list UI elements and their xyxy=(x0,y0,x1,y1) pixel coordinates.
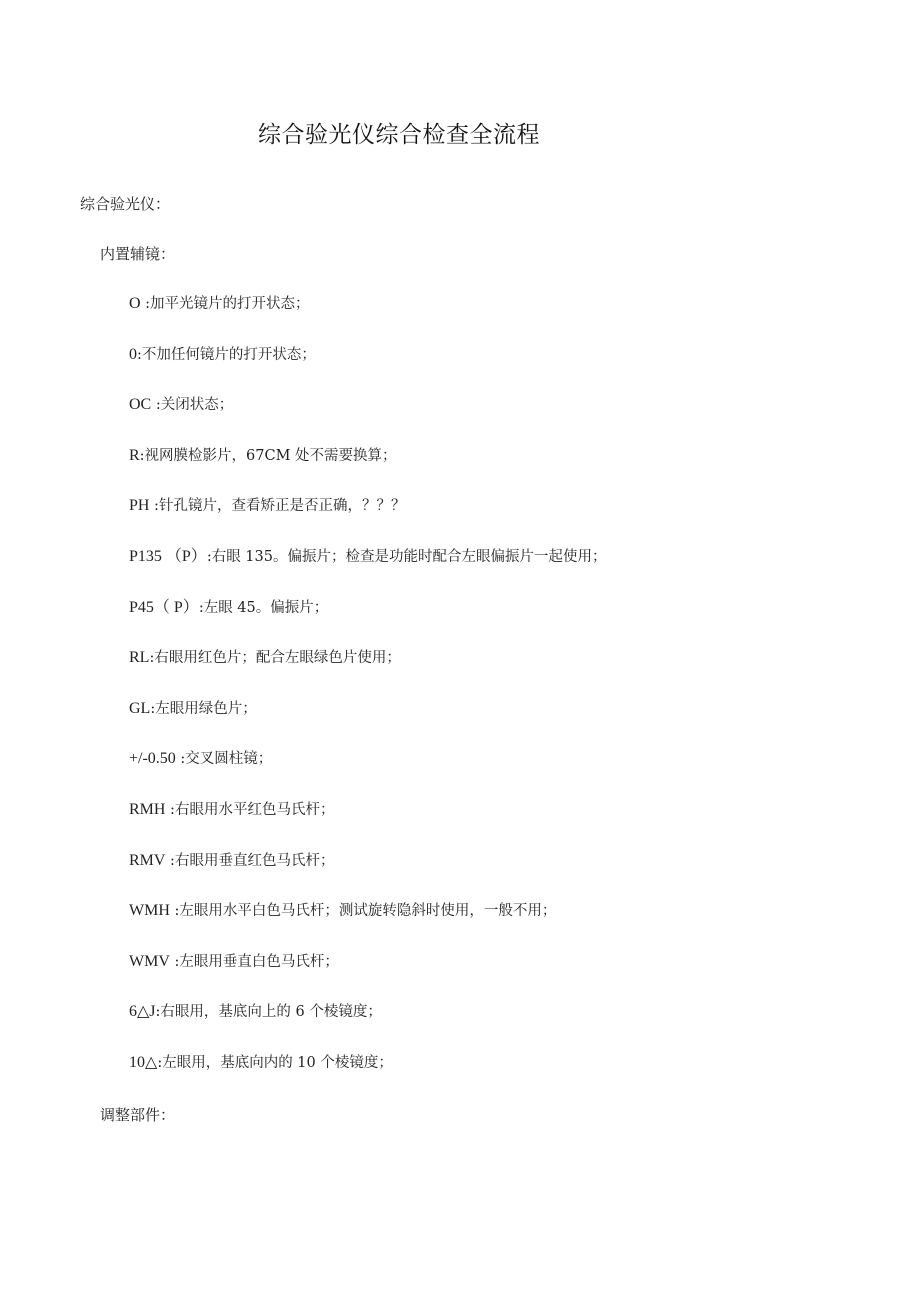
lens-code: RMH xyxy=(129,800,166,818)
lens-description: :左眼用绿色片； xyxy=(150,700,257,717)
lens-code: WMV xyxy=(129,952,170,970)
lens-description: :右眼 135。偏振片；检查是功能时配合左眼偏振片一起使用； xyxy=(206,548,607,565)
list-item xyxy=(129,445,606,496)
lens-code: PH xyxy=(129,497,150,515)
lens-code: 6△J xyxy=(129,1003,156,1021)
lens-code: P135 （P） xyxy=(129,547,207,565)
list-item xyxy=(129,344,606,395)
lens-description: :左眼用水平白色马氏杆；测试旋转隐斜时使用，一般不用； xyxy=(169,903,557,920)
section-heading-builtin-lenses: 内置辅镜： xyxy=(100,245,176,263)
document-title: 综合验光仪综合检查全流程 xyxy=(258,122,540,148)
lens-description: :视网膜检影片，67CM 处不需要换算； xyxy=(139,447,397,464)
lens-description: :右眼用，基底向上的 6 个棱镜度； xyxy=(155,1004,382,1021)
list-item xyxy=(129,1001,606,1052)
lens-code: GL xyxy=(129,699,151,717)
list-item xyxy=(129,951,606,1002)
section-heading-adjustment-parts: 调整部件： xyxy=(100,1106,176,1124)
list-item xyxy=(129,1052,606,1103)
lens-description: :右眼用红色片；配合左眼绿色片使用； xyxy=(149,650,401,667)
lens-description: :针孔镜片，查看矫正是否正确，？？？ xyxy=(149,498,406,515)
lens-code: OC xyxy=(129,396,152,414)
lens-code: RL xyxy=(129,649,150,667)
list-item xyxy=(129,495,606,546)
lens-list xyxy=(129,293,606,1103)
list-item xyxy=(129,799,606,850)
lens-description: :关闭状态； xyxy=(151,397,234,414)
list-item xyxy=(129,394,606,445)
lens-code: 10△ xyxy=(129,1053,158,1071)
lens-code: P45（ P） xyxy=(129,598,199,616)
lens-description: :交叉圆柱镜； xyxy=(175,751,273,768)
lens-description: :右眼用水平红色马氏杆； xyxy=(165,801,335,818)
lens-code: WMH xyxy=(129,902,170,920)
list-item xyxy=(129,748,606,799)
lens-description: :左眼用，基底向内的 10 个棱镜度； xyxy=(157,1054,393,1071)
lens-code: O xyxy=(129,295,141,312)
section-heading-main: 综合验光仪： xyxy=(80,195,171,213)
lens-code: +/-0.50 xyxy=(129,750,176,768)
lens-description: :不加任何镜片的打开状态； xyxy=(137,346,316,363)
lens-description: :加平光镜片的打开状态； xyxy=(140,296,310,312)
lens-description: :左眼用垂直白色马氏杆； xyxy=(169,953,339,970)
list-item xyxy=(129,597,606,648)
list-item xyxy=(129,647,606,698)
lens-description: :右眼用垂直红色马氏杆； xyxy=(165,852,335,869)
list-item xyxy=(129,293,606,344)
lens-code: 0 xyxy=(129,345,137,363)
list-item xyxy=(129,850,606,901)
lens-code: R xyxy=(129,446,140,464)
list-item xyxy=(129,546,606,597)
list-item xyxy=(129,900,606,951)
lens-description: :左眼 45。偏振片； xyxy=(198,599,329,616)
lens-code: RMV xyxy=(129,851,166,869)
list-item xyxy=(129,698,606,749)
